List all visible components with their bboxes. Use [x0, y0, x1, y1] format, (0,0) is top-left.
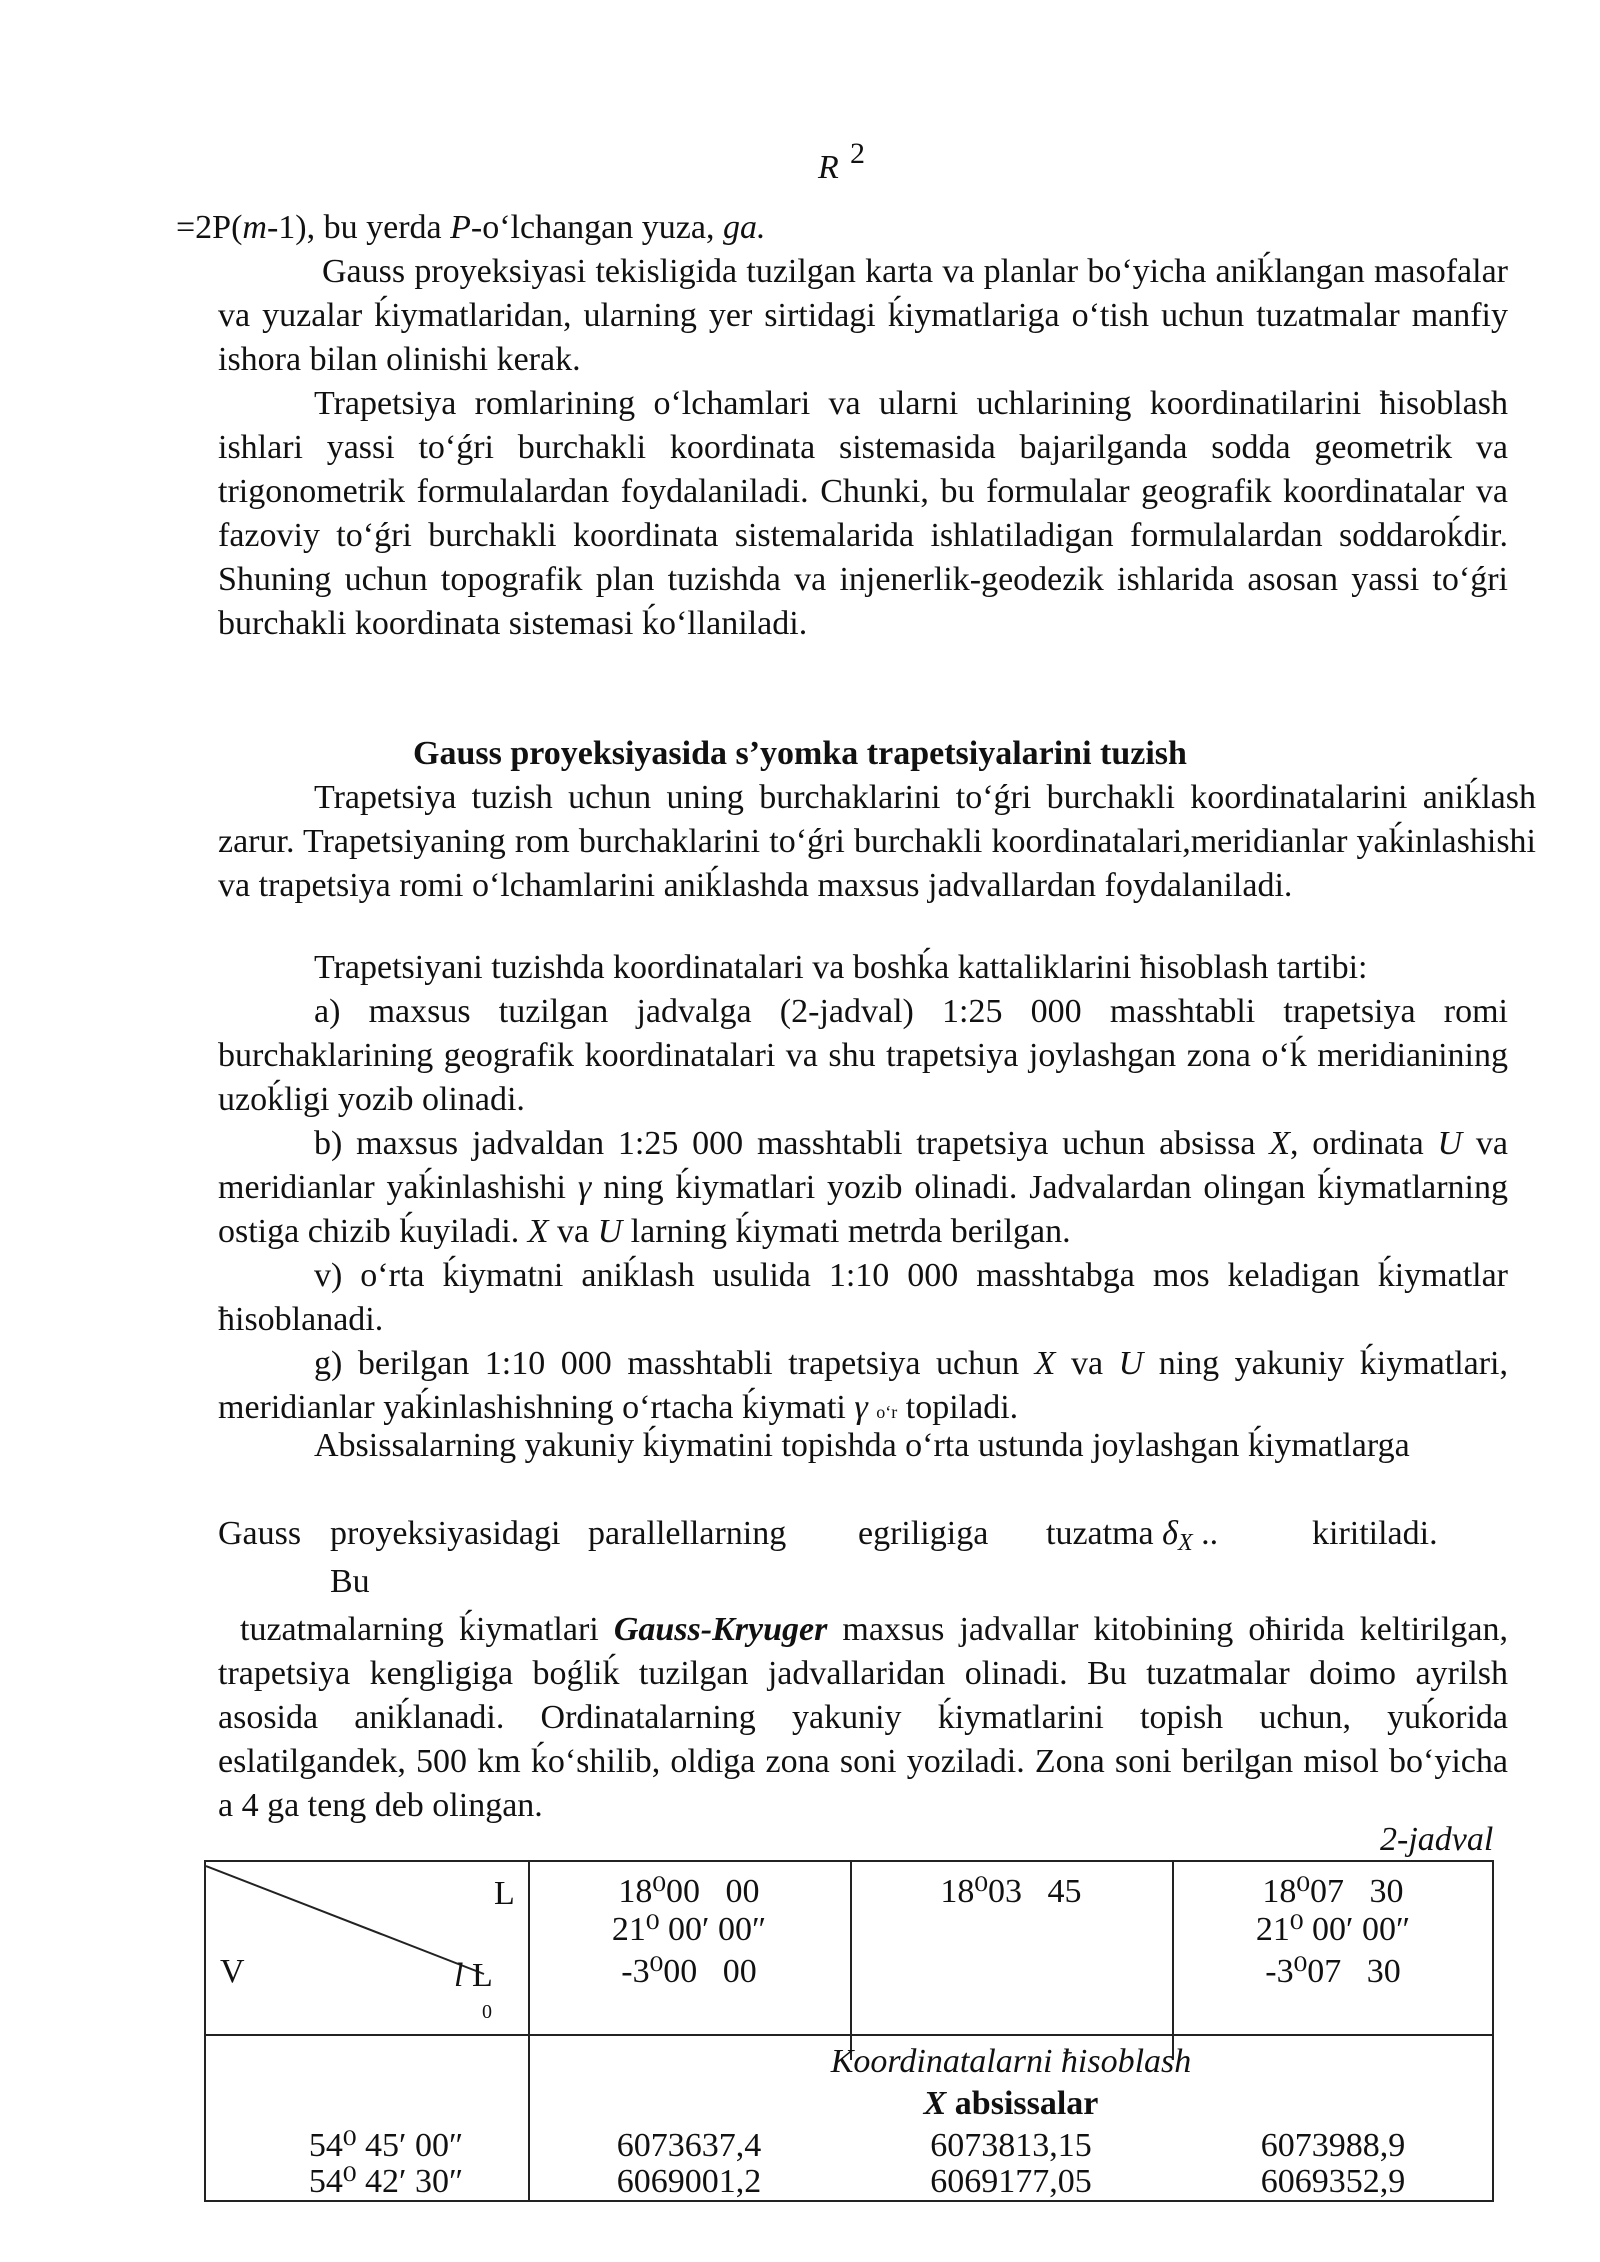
corner-label-lambda: l L [454, 1957, 493, 1994]
table-row-2-v2: 6069177,05 [930, 2163, 1092, 2200]
paragraph-2: Trapetsiya romlarining o‘lchamlari va ularni uchlarining koordinatilarini ħisoblash ishlari yassi to‘ǵri burchakli koordinata sistemasida bajarilganda sodda geometrik va trigonometrik formulalardan foydalaniladi. Chunki, bu formulalar geografik koordinatalar va fazoviy to‘ǵri burchakli koordinata sistemalarida ishlatiladigan formulalardan soddaroḱdir. Shuning uchun topografik plan tuzishda va injenerlik-geodezik ishlarida asosan yassi to‘ǵri burchakli koordinata sistemasi ḱo‘llaniladi. [218, 385, 1508, 642]
list-item-a: a) maxsus tuzilgan jadvalga (2-jadval) 1:25 000 masshtabli trapetsiya romi burchaklarining geografik koordinatalari va shu trapetsiya joylashgan zona o‘ḱ meridianining uzoḱligi yozib olinadi. [218, 993, 1508, 1118]
section-subtitle: X absissalar [923, 2085, 1099, 2122]
col1-value-2: 21⁰ 00′ 00″ [611, 1911, 767, 1948]
coordinates-table [204, 1860, 1494, 2202]
paragraph-4: Trapetsiyani tuzishda koordinatalari va boshḱa kattaliklarini ħisoblash tartibi: [314, 949, 1368, 986]
table-row-2-v1: 6069001,2 [616, 2163, 762, 2200]
table-row-1-lat: 54⁰ 45′ 00″ [308, 2127, 464, 2164]
col2-value-1: 18⁰03 45 [940, 1873, 1082, 1910]
table-row-1-v2: 6073813,15 [930, 2127, 1092, 2164]
list-item-v: v) o‘rta ḱiymatni aniḱlash usulida 1:10 000 masshtabga mos keladigan ḱiymatlar ħisoblanadi. [218, 1257, 1508, 1338]
paragraph-5-bu: Bu [330, 1563, 370, 1600]
paragraph-3: Trapetsiya tuzish uchun uning burchaklarini to‘ǵri burchakli koordinatalarini aniḱlash zarur. Trapetsiyaning rom burchaklarini to‘ǵri burchakli koordinatalari,meridianlar yaḱinlashishi va trapetsiya romi o‘lchamlarini aniḱlashda maxsus jadvallardan foydalaniladi. [218, 779, 1536, 904]
table-row-1-v1: 6073637,4 [616, 2127, 762, 2164]
paragraph-5-line-2: Gauss proyeksiyasidagi parallellarning egriligiga tuzatma δX .. kiritiladi. [218, 1515, 1438, 1556]
formula-r: R [818, 149, 839, 186]
section-heading: Gauss proyeksiyasida s’yomka trapetsiyalarini tuzish [413, 735, 1187, 772]
table-row-1-v3: 6073988,9 [1260, 2127, 1406, 2164]
table-row-2-v3: 6069352,9 [1260, 2163, 1406, 2200]
col1-value-1: 18⁰00 00 [618, 1873, 760, 1910]
corner-label-v: V [220, 1953, 245, 1990]
col3-value-3: -3⁰07 30 [1265, 1953, 1401, 1990]
list-item-b: b) maxsus jadvaldan 1:25 000 masshtabli trapetsiya uchun absissa X, ordinata U va meridianlar yaḱinlashishi γ ning ḱiymatlari yozib olinadi. Jadvalardan olingan ḱiymatlarning ostiga chizib ḱuyiladi. X va U larning ḱiymati metrda berilgan. [218, 1125, 1508, 1250]
formula-exponent: 2 [850, 137, 865, 170]
corner-label-sub: 0 [482, 2001, 492, 2023]
col3-value-1: 18⁰07 30 [1262, 1873, 1404, 1910]
table-caption: 2-jadval [1380, 1821, 1494, 1858]
formula-line: =2P(m-1), bu yerda P-o‘lchangan yuza, ga. [176, 209, 766, 246]
section-title: Koordinatalarni ħisoblash [830, 2043, 1192, 2080]
list-item-g: g) berilgan 1:10 000 masshtabli trapetsiya uchun X va U ning yakuniy ḱiymatlari, meridianlar yaḱinlashishning o‘rtacha ḱiymati γ o‘r topiladi. [218, 1345, 1508, 1426]
corner-diagonal [206, 1862, 528, 2034]
table-divider [206, 2034, 1492, 2036]
col1-value-3: -3⁰00 00 [621, 1953, 757, 1990]
col3-value-2: 21⁰ 00′ 00″ [1255, 1911, 1411, 1948]
paragraph-5-line-1: Absissalarning yakuniy ḱiymatini topishda o‘rta ustunda joylashgan ḱiymatlarga [314, 1427, 1410, 1464]
paragraph-5-body: tuzatmalarning ḱiymatlari Gauss-Kryuger maxsus jadvallar kitobining oħirida keltirilgan, trapetsiya kengligiga boǵliḱ tuzilgan jadvallaridan olinadi. Bu tuzatmalar doimo ayrilsh asosida aniḱlanadi. Ordinatalarning yakuniy ḱiymatlarini topish uchun, yuḱorida eslatilgandek, 500 km ḱo‘shilib, oldiga zona soni yoziladi. Zona soni berilgan misol bo‘yicha a 4 ga teng deb olingan. [218, 1611, 1508, 1824]
corner-label-l: L [494, 1875, 515, 1912]
table-row-2-lat: 54⁰ 42′ 30″ [308, 2163, 464, 2200]
paragraph-1: Gauss proyeksiyasi tekisligida tuzilgan karta va planlar bo‘yicha aniḱlangan masofalar va yuzalar ḱiymatlaridan, ularning yer sirtidagi ḱiymatlariga o‘tish uchun tuzatmalar manfiy ishora bilan olinishi kerak. [218, 253, 1508, 378]
